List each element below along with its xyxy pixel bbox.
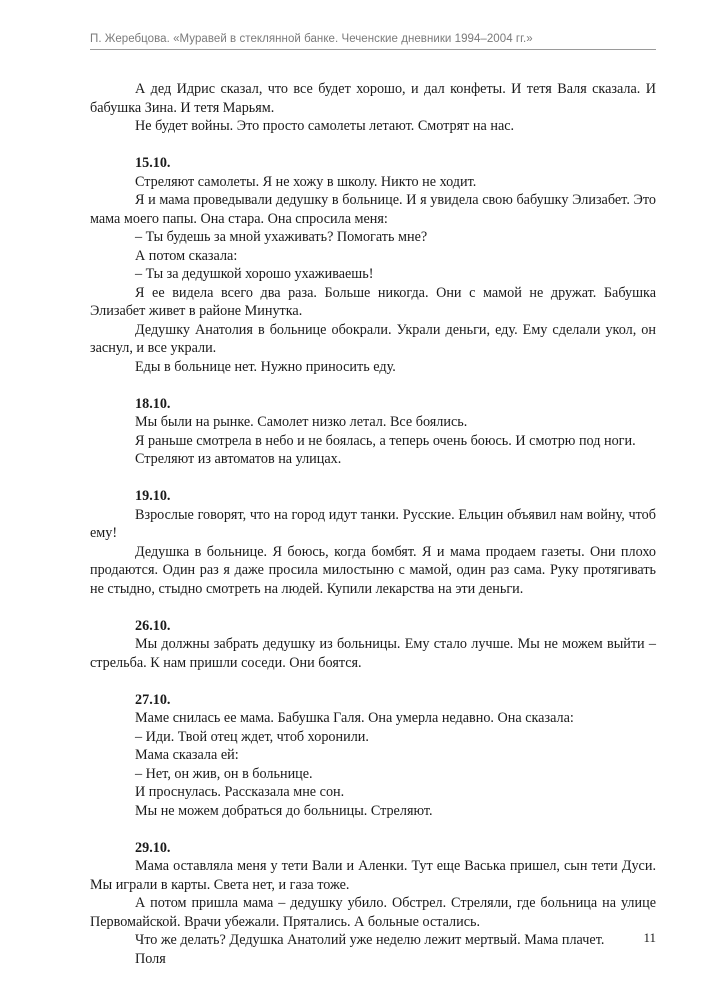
- entry-paragraph: – Иди. Твой отец ждет, чтоб хоронили.: [135, 728, 369, 745]
- diary-entry: [90, 691, 656, 821]
- diary-entry: [90, 154, 656, 376]
- entry-paragraph: Взрослые говорят, что на город идут танки. Русские. Ельцин объявил нам войну, чтоб ему!: [90, 506, 656, 541]
- diary-entry: [90, 80, 656, 136]
- diary-entry: [90, 839, 656, 969]
- entry-paragraph: Стреляют из автоматов на улицах.: [135, 451, 342, 467]
- entry-date: 29.10.: [135, 839, 171, 856]
- entry-paragraph: Мама сказала ей:: [135, 747, 239, 763]
- entry-paragraph: Стреляют самолеты. Я не хожу в школу. Никто не ходит.: [135, 173, 477, 190]
- page-number: 11: [643, 930, 656, 945]
- entry-paragraph: Не будет войны. Это просто самолеты летают. Смотрят на нас.: [135, 118, 515, 134]
- entry-paragraph: – Ты за дедушкой хорошо ухаживаешь!: [135, 266, 374, 282]
- entry-date: 19.10.: [135, 488, 171, 504]
- entry-paragraph: И проснулась. Рассказала мне сон.: [135, 784, 345, 800]
- entry-paragraph: Я и мама проведывали дедушку в больнице. И я увидела свою бабушку Элизабет. Это мама моего папы. Она стара. Она спросила меня:: [90, 192, 656, 227]
- entry-paragraph: Мы не можем добраться до больницы. Стреляют.: [135, 802, 433, 819]
- entry-paragraph: Я ее видела всего два раза. Больше никогда. Они с мамой не дружат. Бабушка Элизабет живет в районе Минутка.: [90, 284, 656, 319]
- entry-paragraph: Еды в больнице нет. Нужно приносить еду.: [135, 358, 396, 375]
- diary-entry: [90, 487, 656, 598]
- entry-paragraph: Мама оставляла меня у тети Вали и Аленки. Тут еще Васька пришел, сын тети Дуси. Мы играли в карты. Света нет, и газа тоже.: [90, 858, 656, 893]
- entry-paragraph: Мы были на рынке. Самолет низко летал. Все боялись.: [135, 414, 468, 430]
- entry-paragraph: – Нет, он жив, он в больнице.: [135, 765, 313, 782]
- entry-paragraph: – Ты будешь за мной ухаживать? Помогать мне?: [135, 229, 428, 245]
- header-rule: [90, 49, 656, 50]
- entry-paragraph: Мы должны забрать дедушку из больницы. Ему стало лучше. Мы не можем выйти – стрельба. К нам пришли соседи. Они боятся.: [90, 636, 656, 671]
- entry-date: 18.10.: [135, 395, 171, 412]
- entry-date: 15.10.: [135, 155, 171, 171]
- diary-entry: [90, 395, 656, 469]
- diary-entry: [90, 617, 656, 673]
- entry-paragraph: Я раньше смотрела в небо и не боялась, а теперь очень боюсь. И смотрю под ноги.: [135, 432, 636, 449]
- entry-paragraph: Что же делать? Дедушка Анатолий уже неделю лежит мертвый. Мама плачет.: [135, 932, 605, 948]
- entry-paragraph: Поля: [135, 950, 166, 967]
- entry-paragraph: Дедушка в больнице. Я боюсь, когда бомбят. Я и мама продаем газеты. Они плохо продаются. Один раз я даже просила милостыню с мамой, один раз сама. Руку протягивать не стыдно, стыдно смотреть на людей. Купили лекарства на эти деньги.: [90, 543, 656, 597]
- entry-paragraph: Дедушку Анатолия в больнице обокрали. Украли деньги, еду. Ему сделали укол, он заснул, и все украли.: [90, 321, 656, 356]
- entry-paragraph: А потом пришла мама – дедушку убило. Обстрел. Стреляли, где больница на улице Первомайской. Врачи убежали. Прятались. А больные остались.: [90, 895, 656, 930]
- body-text: [90, 80, 656, 968]
- entry-paragraph: Маме снилась ее мама. Бабушка Галя. Она умерла недавно. Она сказала:: [135, 710, 574, 726]
- running-header: П. Жеребцова. «Муравей в стеклянной банке. Чеченские дневники 1994–2004 гг.»: [90, 33, 533, 45]
- entry-paragraph: А потом сказала:: [135, 247, 238, 264]
- entry-date: 27.10.: [135, 691, 171, 708]
- entry-paragraph: А дед Идрис сказал, что все будет хорошо, и дал конфеты. И тетя Валя сказала. И бабушка Зина. И тетя Марьям.: [90, 81, 656, 116]
- entry-date: 26.10.: [135, 617, 171, 634]
